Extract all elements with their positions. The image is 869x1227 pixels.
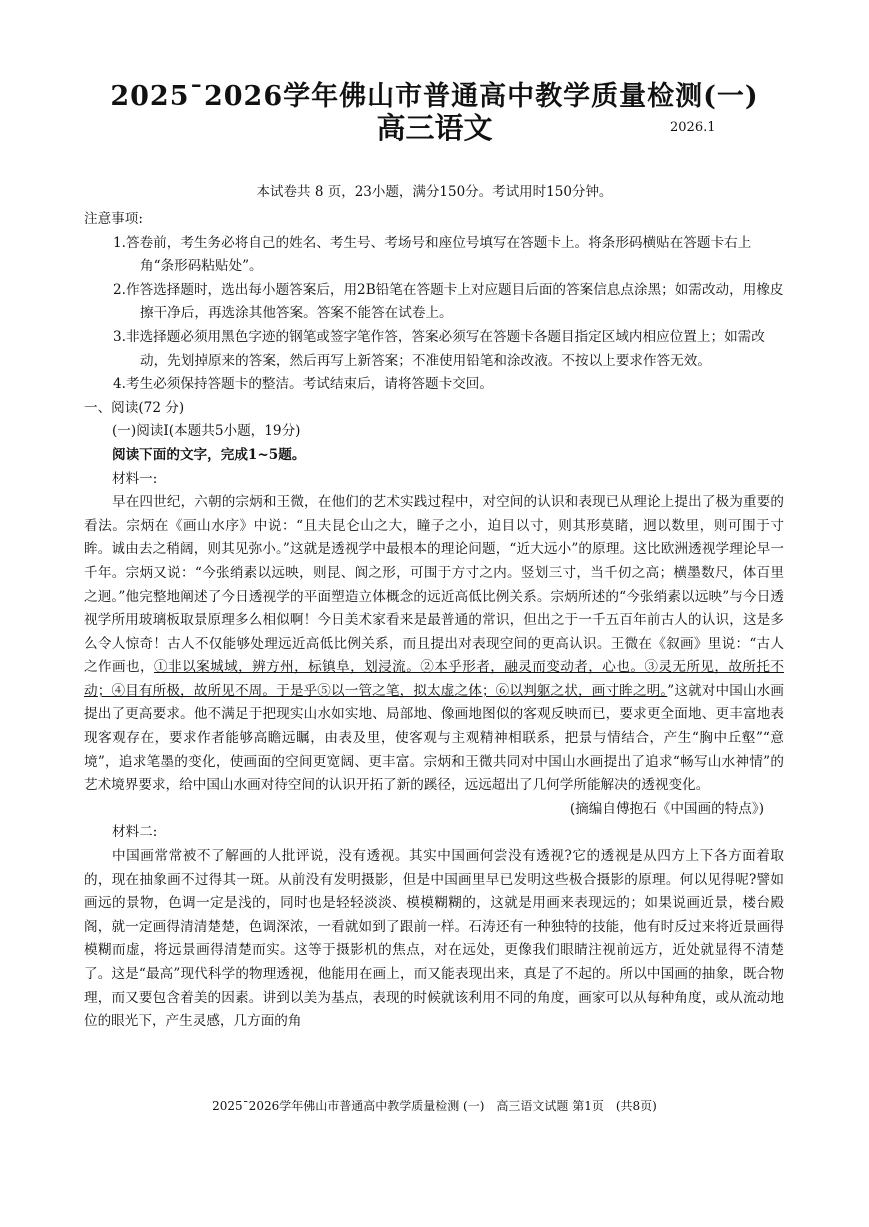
- material1-text-b: ”这就对中国山水画提出了更高要求。他不满足于把现实山水如实地、局部地、像画地图似的客观反映而已，要求更全面地、更丰富地表现客观存在，要求作者能够高瞻远瞩，由表及里，使客观与主观精神相联系，把景与情结合，产生“胸中丘壑”“意境”，追求笔墨的变化，使画面的空间更宽阔、更丰富。宗炳和王微共同对中国山水画提出了追求“畅写山水神情”的艺术境界要求，给中国山水画对待空间的认识开拓了新的蹊径，远远超出了几何学所能解决的透视变化。: [84, 682, 784, 794]
- page-footer: 2025¯2026学年佛山市普通高中教学质量检测 (一) 高三语文试题 第1页 (共8页): [212, 1099, 657, 1113]
- notice-item-2: 2.作答选择题时，选出每小题答案后，用2B铅笔在答题卡上对应题目后面的答案信息点涂黑；如需改动，用橡皮擦干净后，再选涂其他答案。答案不能答在试卷上。: [113, 281, 784, 322]
- notice-heading: 注意事项:: [84, 211, 143, 227]
- material2-paragraph: 中国画常常被不了解画的人批评说，没有透视。其实中国画何尝没有透视?它的透视是从四方上下各方面着取的，现在抽象画不过得其一斑。从前没有发明摄影，但是中国画里早已发明这些极合摄影的原理。何以见得呢?譬如画远的景物，色调一定是浅的，同时也是轻轻淡淡、模模糊糊的，这就是用画来表现远的；如果说画近景，楼台殿阁，就一定画得清清楚楚，色调深浓，一看就如到了跟前一样。石涛还有一种独特的技能，他有时反过来将近景画得模糊而虚，将远景画得清楚而实。这等于摄影机的焦点，对在远处，更像我们眼睛注视前远方，近处就显得不清楚了。这是“最高”现代科学的物理透视，他能用在画上，而又能表现出来，真是了不起的。所以中国画的抽象，既合物理，而又要包含着美的因素。讲到以美为基点，表现的时候就该利用不同的角度，画家可以从每种角度，或从流动地位的眼光下，产生灵感，几方面的角: [84, 848, 784, 1030]
- material2-label: 材料二:: [112, 824, 158, 841]
- material1-label: 材料一:: [112, 470, 158, 487]
- exam-body: [84, 208, 784, 1034]
- section-sub-heading: (一)阅读I(本题共5小题，19分): [112, 423, 301, 440]
- section-instruction: 阅读下面的文字，完成1~5题。: [112, 446, 306, 463]
- material1-underlined-quote: ①非以案城域，辨方州，标镇阜，划浸流。②本乎形者，融灵而变动者，心也。③灵无所见，故所托不动；④目有所极，故所见不周。于是乎⑤以一管之笔，拟太虚之体；⑥以判躯之状，画寸眸之明。: [84, 659, 785, 699]
- notice-item-4: 4.考生必须保持答题卡的整洁。考试结束后，请将答题卡交回。: [113, 376, 493, 393]
- exam-title: 2025¯2026学年佛山市普通高中教学质量检测(一): [110, 81, 759, 112]
- notice-item-3: 3.非选择题必须用黑色字迹的钢笔或签字笔作答，答案必须写在答题卡各题目指定区域内相应位置上；如需改动，先划掉原来的答案，然后再写上新答案；不准使用铅笔和涂改液。不按以上要求作答无效。: [113, 328, 765, 369]
- exam-intro: 本试卷共 8 页，23小题，满分150分。考试用时150分钟。: [256, 184, 613, 200]
- material1-paragraph: [84, 491, 784, 798]
- exam-date: 2026.1: [670, 120, 716, 135]
- material1-text-a: 早在四世纪，六朝的宗炳和王微，在他们的艺术实践过程中，对空间的认识和表现已从理论上提出了极为重要的看法。宗炳在《画山水序》中说：“且夫昆仑山之大，瞳子之小，迫目以寸，则其形莫睹，迥以数里，则可围于寸眸。诚由去之稍阔，则其见弥小。”这就是透视学中最根本的理论问题，“近大远小”的原理。这比欧洲透视学理论早一千年。宗炳又说：“今张绡素以远映，则昆、阆之形，可围于方寸之内。竖划三寸，当千仞之高；横墨数尺，体百里之迥。”他完整地阐述了今日透视学的平面塑造立体概念的远近高低比例关系。宗炳所述的“今张绡素以远映”与今日透视学所用玻璃板取景原理多么相似啊！今日美术家看来是最普通的常识，但出之于一千五百年前古人的认识，这是多么令人惊奇！古人不仅能够处理远近高低比例关系，而且提出对表现空间的更高认识。王微在《叙画》里说：“古人之作画也，: [84, 494, 784, 676]
- material1-source: (摘编自傅抱石《中国画的特点》): [569, 800, 764, 817]
- section-heading: 一、阅读(72 分): [84, 399, 185, 416]
- notice-item-1: 1.答卷前，考生务必将自己的姓名、考生号、考场号和座位号填写在答题卡上。将条形码横贴在答题卡右上角“条形码粘贴处”。: [113, 234, 752, 275]
- exam-subject: 高三语文: [376, 111, 493, 145]
